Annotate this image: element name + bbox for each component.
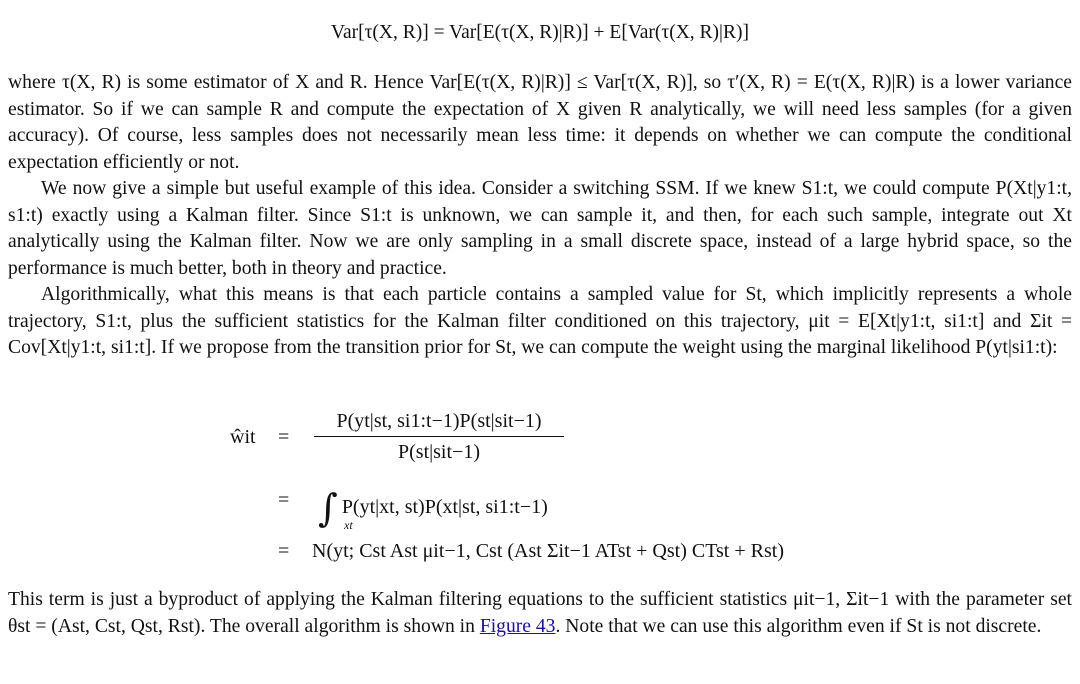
paragraph-2: We now give a simple but useful example of this idea. Consider a switching SSM. If we knew S1:t, we could compute P(Xt|y1:t, s1:t) exactly using a Kalman filter. Since S1:t is unknown, we can sample it, and then, for each such sample, integrate out Xt analytically using the Kalman filter. Now we are only sampling in a small discrete space, instead of a large hybrid space, so the performance is much better, both in theory and practice.	[8, 178, 1072, 279]
integral-icon: ∫	[318, 486, 338, 530]
fraction-numerator: P(yt|st, si1:t−1)P(st|sit−1)	[314, 406, 564, 437]
gaussian-expression: N(yt; Cst Ast μit−1, Cst (Ast Σit−1 ATst + Qst) CTst + Rst)	[312, 540, 784, 562]
figure-43-link[interactable]: Figure 43	[479, 615, 556, 637]
equals-sign-3: =	[278, 540, 290, 562]
equals-sign-1: =	[278, 426, 290, 448]
weight-symbol: ŵit	[230, 426, 256, 448]
paragraph-4	[8, 587, 1072, 640]
integral-limit: xt	[344, 518, 353, 532]
fraction-denominator: P(st|sit−1)	[398, 441, 480, 463]
variance-decomposition-text: Var[τ(X, R)] = Var[E(τ(X, R)|R)] + E[Var(τ(X, R)|R)]	[331, 22, 749, 43]
weight-fraction	[314, 406, 564, 467]
paragraph-4-text-a: This term is just a byproduct of applying the Kalman filtering equations to the sufficient statistics μit−1, Σit−1 with the parameter set θst = (Ast, Cst, Qst, Rst). The overall algorithm is shown in	[8, 589, 1072, 637]
paragraph-4-text-b: . Note that we can use this algorithm even if St is not discrete.	[555, 615, 1042, 637]
integral-integrand: P(yt|xt, st)P(xt|st, si1:t−1)	[341, 496, 548, 518]
equals-sign-2: =	[278, 489, 290, 511]
variance-decomposition-equation	[0, 22, 1080, 44]
integral-expression	[318, 478, 548, 532]
paragraph-1: where τ(X, R) is some estimator of X and R. Hence Var[E(τ(X, R)|R)] ≤ Var[τ(X, R)], so τ′(X, R) = E(τ(X, R)|R) is a lower variance estimator. So if we can sample R and compute the expectation of X given R analytically, we will need less samples (for a given accuracy). Of course, less samples does not necessarily mean less time: it depends on whether we can compute the conditional expectation efficiently or not.	[8, 72, 1072, 173]
paragraph-3: Algorithmically, what this means is that each particle contains a sampled value for St, which implicitly represents a whole trajectory, S1:t, plus the sufficient statistics for the Kalman filter conditioned on this trajectory, μit = E[Xt|y1:t, si1:t] and Σit = Cov[Xt|y1:t, si1:t]. If we propose from the transition prior for St, we can compute the weight using the marginal likelihood P(yt|si1:t):	[8, 284, 1072, 359]
